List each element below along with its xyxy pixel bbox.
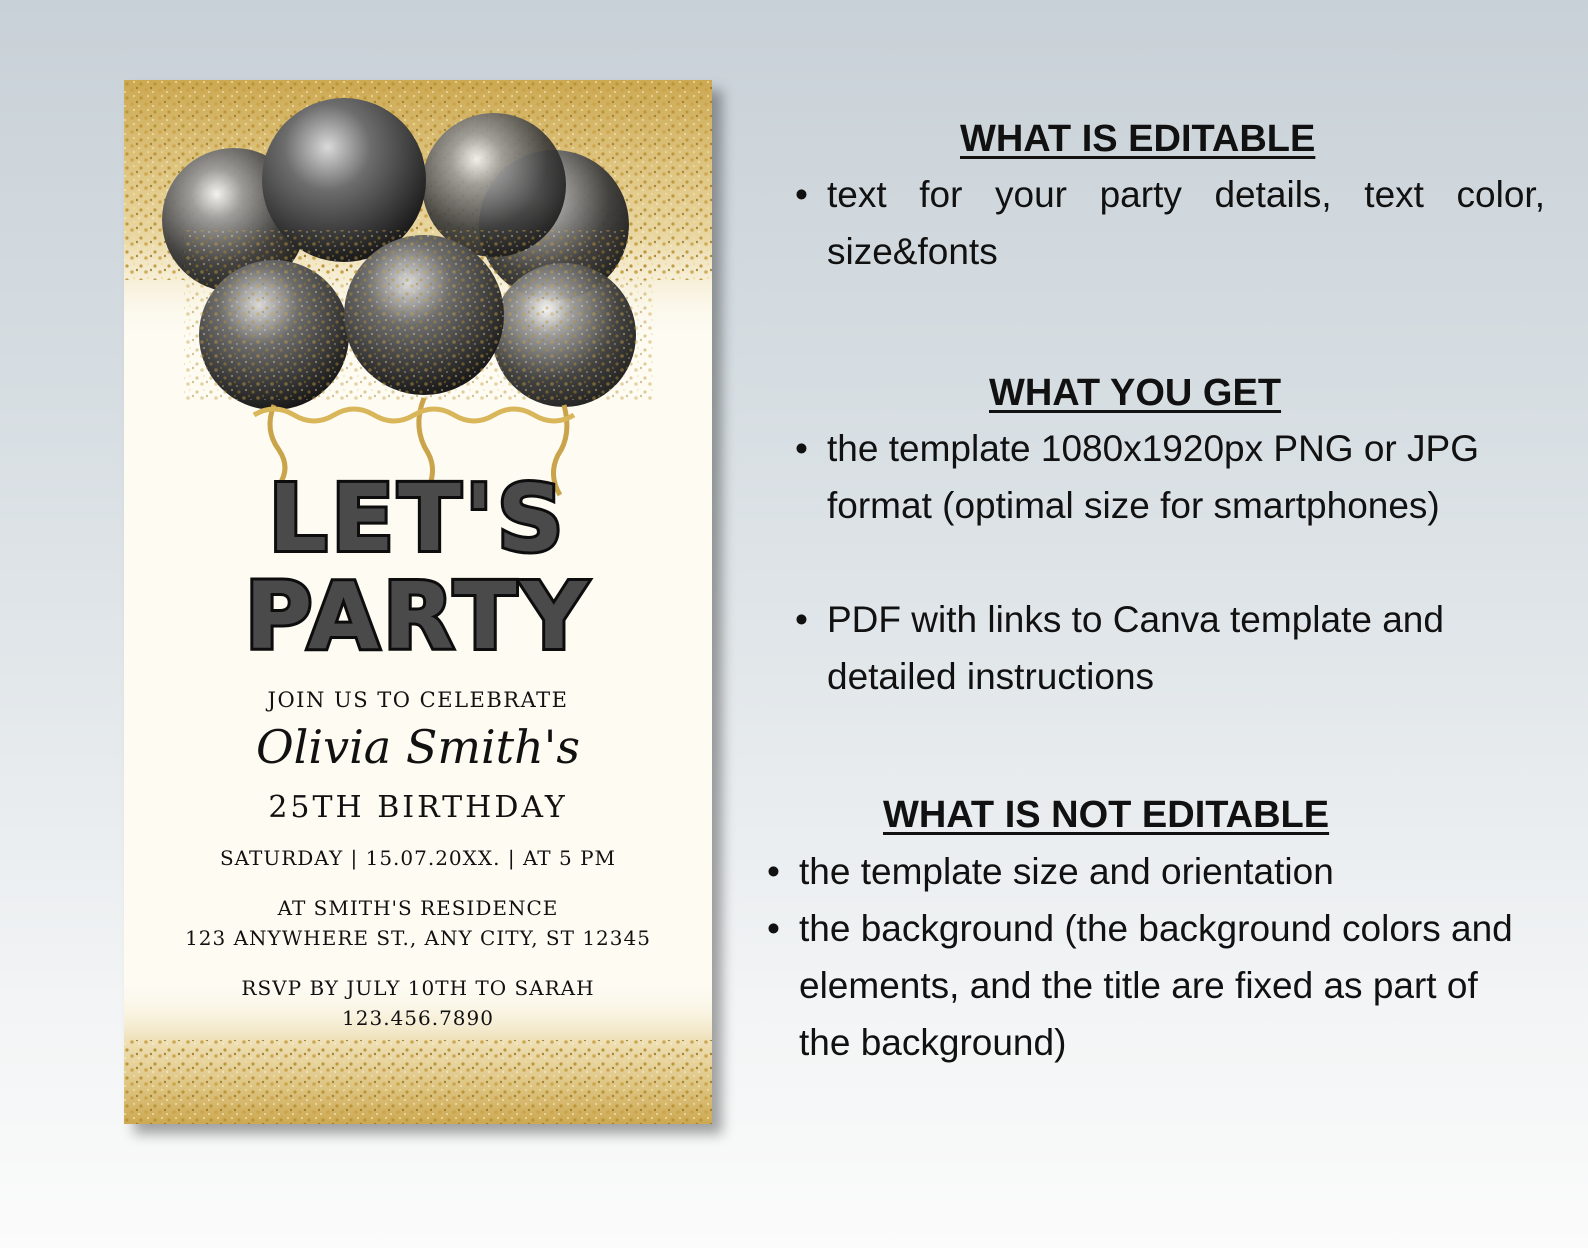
bullet-icon: • [795, 599, 808, 640]
invite-rsvp: RSVP BY JULY 10TH TO SARAH [241, 976, 595, 1000]
invitation-artwork [124, 80, 712, 1124]
you-get-item [795, 591, 1527, 705]
invite-join-text: JOIN US TO CELEBRATE [267, 688, 569, 712]
invitation-card [124, 80, 712, 1124]
invite-venue: AT SMITH'S RESIDENCE [277, 896, 559, 920]
editable-item-text: text for your party details, text color, size&fonts [827, 174, 1545, 272]
not-editable-item-text: the background (the background colors and elements, and the title are fixed as part of the background) [799, 908, 1513, 1063]
not-editable-title: WHAT IS NOT EDITABLE [883, 794, 1330, 836]
you-get-item [795, 420, 1527, 534]
not-editable-item [767, 900, 1519, 1071]
invite-occasion: 25TH BIRTHDAY [268, 790, 568, 825]
balloon-cluster [162, 98, 654, 495]
editable-item [795, 166, 1545, 280]
you-get-item-text: PDF with links to Canva template and detailed instructions [827, 599, 1444, 697]
invite-phone: 123.456.7890 [342, 1006, 494, 1030]
not-editable-item [767, 843, 1539, 900]
bullet-icon: • [795, 174, 808, 215]
invite-name: Olivia Smith's [255, 720, 581, 774]
bullet-icon: • [767, 851, 780, 892]
headline-lets: LET'S [268, 465, 568, 572]
not-editable-item-text: the template size and orientation [799, 851, 1334, 892]
bullet-icon: • [795, 428, 808, 469]
bullet-icon: • [767, 908, 780, 949]
you-get-item-text: the template 1080x1920px PNG or JPG format (optimal size for smartphones) [827, 428, 1479, 526]
editable-title: WHAT IS EDITABLE [960, 118, 1316, 160]
headline-party: PARTY [244, 563, 592, 670]
invite-address: 123 ANYWHERE ST., ANY CITY, ST 12345 [185, 926, 651, 950]
you-get-title: WHAT YOU GET [989, 372, 1282, 414]
invite-date: SATURDAY | 15.07.20XX. | AT 5 PM [219, 846, 617, 870]
